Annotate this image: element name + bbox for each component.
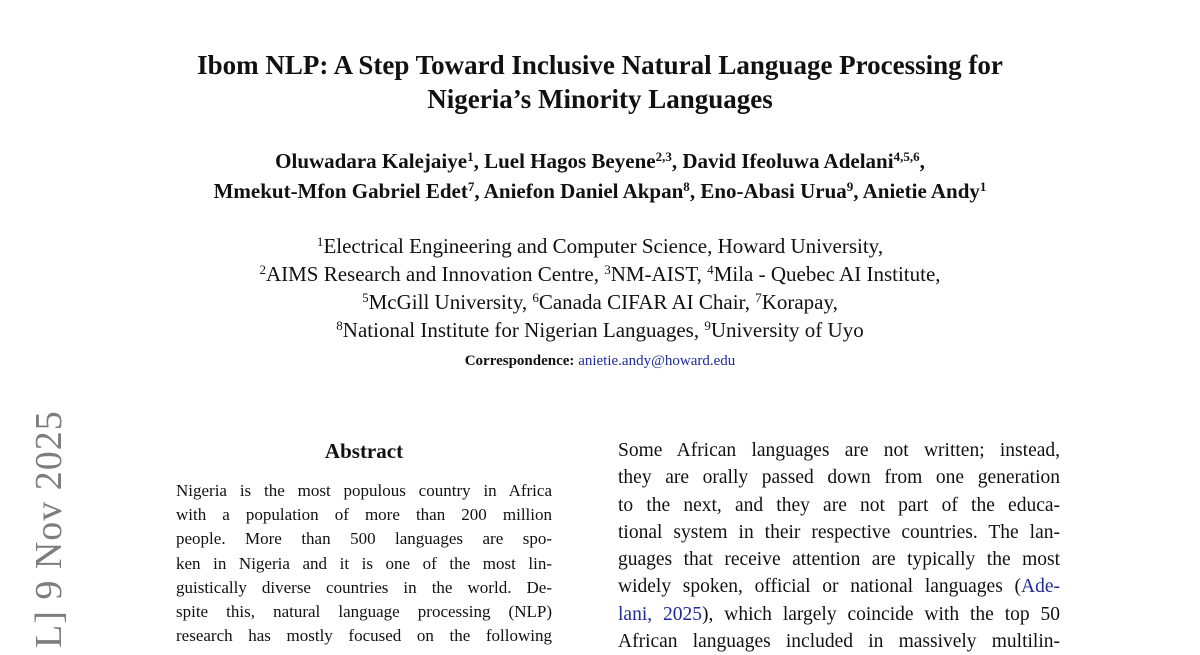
author-line-1: Oluwadara Kalejaiye$^1$, Luel Hagos Beyene$^{2,3}$, David Ifeoluwa Adelani$^{4,5,6}$, bbox=[275, 148, 925, 173]
affiliation-name: University of Uyo bbox=[710, 318, 864, 342]
affiliation-mark: 6 bbox=[532, 289, 539, 305]
abstract-line: people. More than 500 languages are spo- bbox=[176, 529, 552, 549]
affiliation-mark: 7 bbox=[755, 289, 762, 305]
affiliation-name: AIMS Research and Innovation Centre bbox=[265, 262, 594, 286]
author-affiliation-mark: 8 bbox=[683, 178, 690, 194]
intro-column bbox=[618, 437, 1060, 655]
author-affiliation-mark: 9 bbox=[846, 178, 854, 194]
affiliation-line-3: $^5$McGill University, $^6$Canada CIFAR AI Chair, $^7$Korapay, bbox=[362, 289, 838, 314]
title-line-2: Nigeria’s Minority Languages bbox=[427, 84, 773, 114]
citation-link[interactable]: lani, 2025 bbox=[618, 603, 703, 625]
intro-line: Some African languages are not written; instead, bbox=[618, 440, 1060, 461]
author-name: Aniefon Daniel Akpan bbox=[483, 179, 684, 203]
abstract-line: research has mostly focused on the following bbox=[176, 626, 552, 646]
author-affiliation-mark: 7 bbox=[467, 178, 475, 194]
affiliation-line-1: $^1$Electrical Engineering and Computer Science, Howard University, bbox=[316, 233, 884, 258]
correspondence-line bbox=[0, 351, 1200, 371]
title-line-1: Ibom NLP: A Step Toward Inclusive Natural Language Processing for bbox=[197, 50, 1003, 80]
affiliation-name: McGill University bbox=[368, 290, 522, 314]
affiliation-mark: 3 bbox=[604, 261, 611, 277]
intro-line: tional system in their respective countries. The lan- bbox=[618, 521, 1060, 543]
affiliation-mark: 4 bbox=[707, 261, 714, 277]
affiliation-name: Korapay bbox=[761, 290, 833, 314]
affiliation-name: NM-AIST bbox=[610, 262, 697, 286]
affiliation-line-2: $^2$AIMS Research and Innovation Centre, $^3$NM-AIST, $^4$Mila - Quebec AI Institute, bbox=[259, 261, 941, 286]
author-affiliation-mark: 4,5,6 bbox=[893, 148, 920, 164]
affiliation-name: Electrical Engineering and Computer Science, Howard University bbox=[323, 234, 878, 258]
affiliation-mark: 5 bbox=[362, 289, 369, 305]
abstract-line: ken in Nigeria and it is one of the most lin- bbox=[176, 553, 552, 573]
author-name: Anietie Andy bbox=[862, 179, 980, 203]
abstract-line: guistically diverse countries in the world. De- bbox=[176, 577, 552, 597]
affiliation-mark: 8 bbox=[336, 317, 343, 333]
abstract-body bbox=[176, 479, 552, 648]
affiliation-name: Canada CIFAR AI Chair bbox=[538, 290, 745, 314]
intro-text: widely spoken, official or national languages ( bbox=[618, 576, 1022, 598]
intro-line: to the next, and they are not part of the educa- bbox=[618, 494, 1060, 516]
affiliation-name: Mila - Quebec AI Institute bbox=[713, 262, 936, 286]
author-affiliation-mark: 2,3 bbox=[655, 148, 672, 164]
author-affiliation-mark: 1 bbox=[467, 148, 474, 164]
affiliation-mark: 1 bbox=[316, 233, 324, 249]
intro-line bbox=[618, 573, 1060, 600]
affiliation-mark: 2 bbox=[259, 261, 266, 277]
author-name: David Ifeoluwa Adelani bbox=[682, 149, 894, 173]
intro-line: guages that receive attention are typically the most bbox=[618, 549, 1060, 571]
correspondence-label: Correspondence: bbox=[464, 353, 575, 369]
affiliation-mark: 9 bbox=[704, 317, 711, 333]
abstract-heading: Abstract bbox=[324, 439, 404, 463]
author-name: Oluwadara Kalejaiye bbox=[275, 149, 468, 173]
intro-line: they are orally passed down from one generation bbox=[618, 467, 1060, 489]
author-list bbox=[0, 146, 1200, 206]
abstract-line: spite this, natural language processing (NLP) bbox=[176, 602, 552, 622]
author-affiliation-mark: 1 bbox=[979, 178, 987, 194]
intro-line bbox=[618, 601, 1060, 628]
affiliation-name: National Institute for Nigerian Languages bbox=[342, 318, 694, 342]
citation-link[interactable]: Ade- bbox=[1021, 576, 1060, 598]
author-name: Luel Hagos Beyene bbox=[484, 149, 656, 173]
affiliation-list bbox=[0, 232, 1200, 344]
intro-line: African languages included in massively multilin- bbox=[618, 631, 1060, 653]
arxiv-identifier-stamp: L] 9 Nov 2025 bbox=[28, 410, 70, 648]
affiliation-line-4: $^8$National Institute for Nigerian Languages, $^9$University of Uyo bbox=[336, 317, 864, 342]
paper-title bbox=[0, 48, 1200, 116]
abstract-line: with a population of more than 200 million bbox=[176, 505, 552, 525]
intro-text: ), which largely coincide with the top 50 bbox=[702, 603, 1060, 625]
author-name: Mmekut-Mfon Gabriel Edet bbox=[213, 179, 468, 203]
author-name: Eno-Abasi Urua bbox=[700, 179, 847, 203]
abstract-line: Nigeria is the most populous country in Africa bbox=[176, 481, 552, 500]
author-line-2: Mmekut-Mfon Gabriel Edet$^7$, Aniefon Daniel Akpan$^8$, Eno-Abasi Urua$^9$, Anietie Andy$^1$ bbox=[213, 178, 987, 203]
correspondence-email-link[interactable]: anietie.andy@howard.edu bbox=[578, 353, 736, 369]
